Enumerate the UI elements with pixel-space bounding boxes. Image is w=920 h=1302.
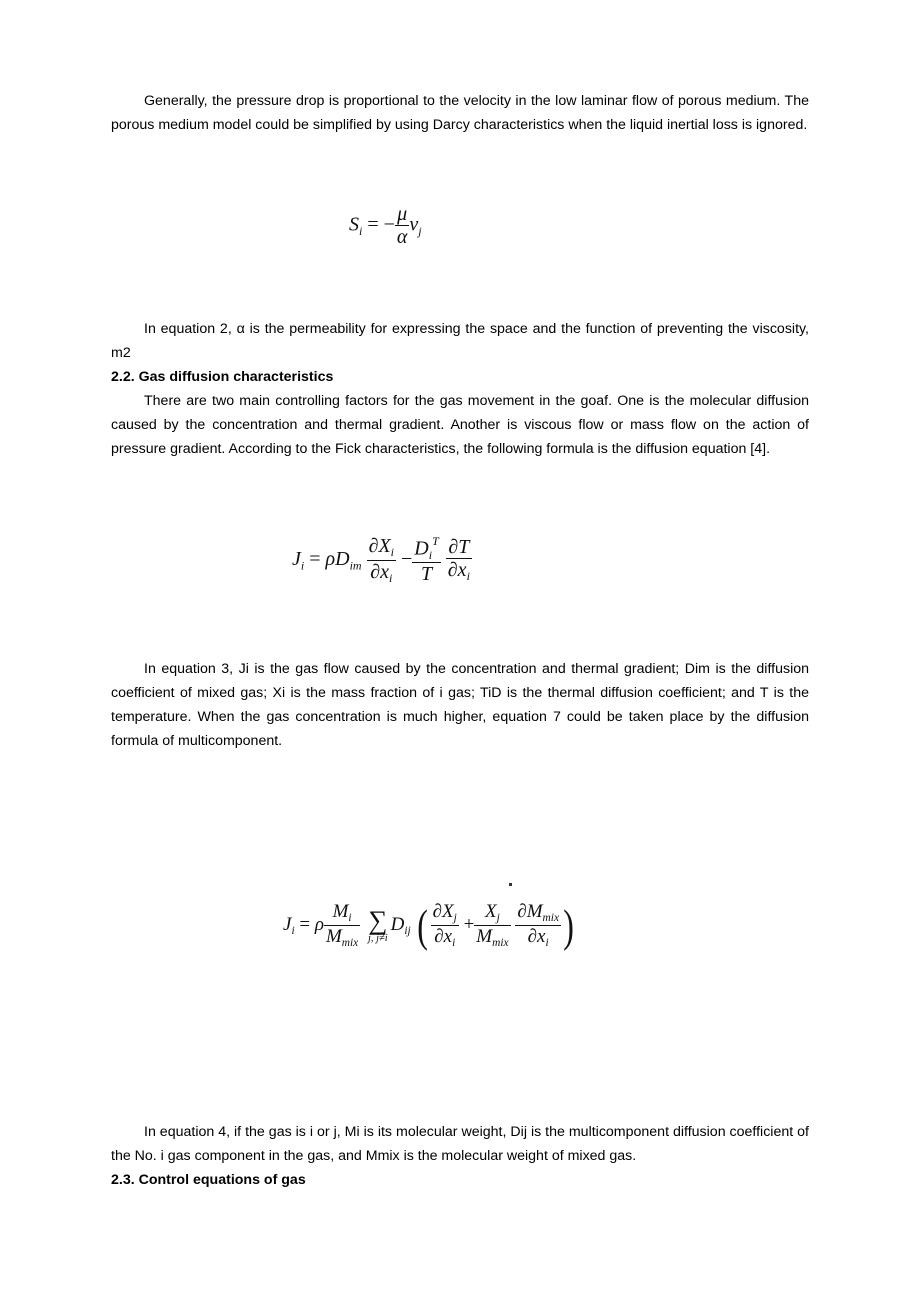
paragraph-equation-3-note: In equation 3, Ji is the gas flow caused by the concentration and thermal gradient; Dim is the diffusion coefficient of mixed gas; Xi is the mass fraction of i gas; TiD is the thermal diffusion coefficient; and T is the temperature. When the gas concentration is much higher, equation 7 could be taken place by the diffusion formula of multicomponent. <box>111 661 809 749</box>
section-heading-gas-diffusion: 2.2. Gas diffusion characteristics <box>111 369 334 385</box>
equation-2: $S_i$ = − $\frac{\mu}{\alpha}$ $v_j$ <box>349 203 422 248</box>
paragraph-equation-4-note: In equation 4, if the gas is i or j, Mi is its molecular weight, Dij is the multicomponent diffusion coefficient of the No. i gas component in the gas, and Mmix is the molecular weight of mixed gas. <box>111 1124 809 1164</box>
paragraph-darcy-intro: Generally, the pressure drop is proportional to the velocity in the low laminar flow of porous medium. The porous medium model could be simplified by using Darcy characteristics when the liquid inertial loss is ignored. <box>111 93 809 133</box>
section-heading-control-equations: 2.3. Control equations of gas <box>111 1172 306 1188</box>
stray-mark <box>509 883 512 886</box>
paragraph-gas-diffusion: There are two main controlling factors for the gas movement in the goaf. One is the molecular diffusion caused by the concentration and thermal gradient. Another is viscous flow or mass flow on the action of pressure gradient. According to the Fick characteristics, the following formula is the diffusion equation [4]. <box>111 393 809 457</box>
equation-3: $J_i = \rho D_{im}$ $\frac{\partial X_i}{\partial x_i}$ − $\frac{D_i^T}{T}$ $\frac{\partial T}{\partial x_i}$ <box>292 534 470 585</box>
equation-4: $J_i = \rho$ $\frac{M_i}{M_{mix}}$ ∑ j, j≠i $D_{ij}$ ( $\frac{\partial X_j}{\partial x_i}$ + $\frac{X_j}{M_{mix}}$ $\frac{\partial M_{mix}}{\partial x_i}$ ) <box>283 900 574 952</box>
paragraph-equation-2-note: In equation 2, α is the permeability for expressing the space and the function of preventing the viscosity, m2 <box>111 321 809 361</box>
